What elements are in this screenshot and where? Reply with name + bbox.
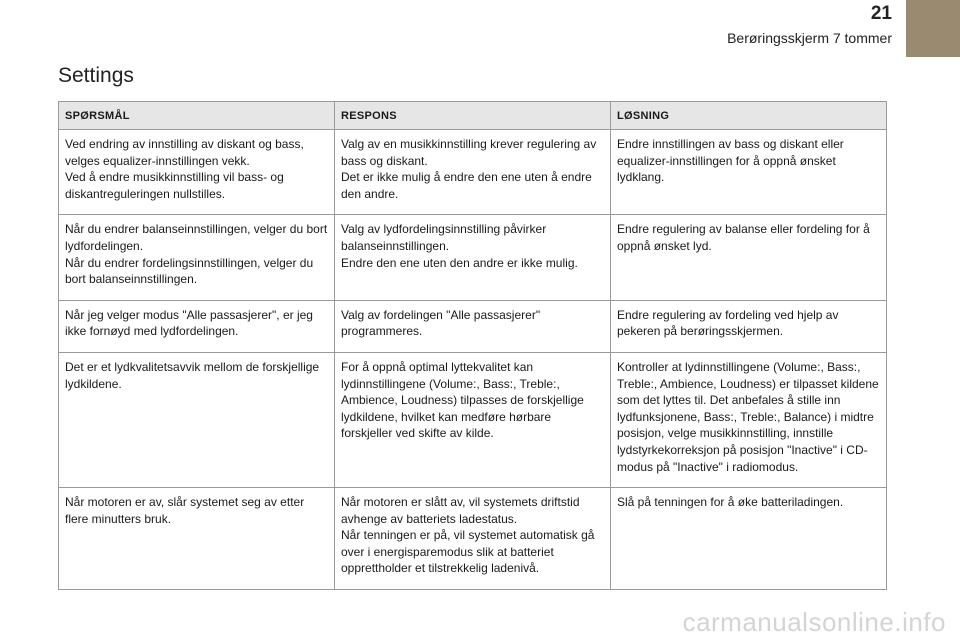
table-header-row (59, 102, 887, 130)
page-number: 21 (870, 3, 892, 24)
cell-question: Ved endring av innstilling av diskant og bass, velges equalizer-innstillingen vekk. Ved å endre musikkinnstilling vil bass- og diskantreguleringen nullstilles. (59, 130, 335, 215)
cell-response: Valg av lydfordelingsinnstilling påvirker balanseinnstillingen. Endre den ene uten den andre er ikke mulig. (335, 215, 611, 300)
cell-response: Når motoren er slått av, vil systemets driftstid avhenge av batteriets ladestatus. Når tenningen er på, vil systemet automatisk gå over i energisparemodus slik at batteriet opprettholder et tilstrekkelig ladenivå. (335, 488, 611, 590)
watermark: carmanualsonline.info (682, 607, 946, 637)
cell-response: For å oppnå optimal lyttekvalitet kan lydinnstillingene (Volume:, Bass:, Treble:, Ambience, Loudness) tilpasses de forskjellige lydkildene, hvilket kan medføre hørbare forskjeller ved skifte av kilde. (335, 352, 611, 487)
cell-solution: Endre innstillingen av bass og diskant eller equalizer-innstillingen for å oppnå ønsket lydklang. (611, 130, 887, 215)
cell-solution: Slå på tenningen for å øke batteriladingen. (611, 488, 887, 590)
cell-response: Valg av en musikkinnstilling krever regulering av bass og diskant. Det er ikke mulig å endre den ene uten å endre den andre. (335, 130, 611, 215)
cell-question: Når motoren er av, slår systemet seg av etter flere minutters bruk. (59, 488, 335, 590)
table-row (59, 352, 887, 487)
chapter-tab (906, 0, 960, 57)
header-solution: LØSNING (611, 102, 887, 130)
table-row (59, 300, 887, 352)
table-row (59, 130, 887, 215)
faq-table (58, 101, 887, 590)
table-row (59, 488, 887, 590)
chapter-title: Berøringsskjerm 7 tommer (727, 30, 892, 46)
cell-question: Når jeg velger modus "Alle passasjerer", er jeg ikke fornøyd med lydfordelingen. (59, 300, 335, 352)
cell-response: Valg av fordelingen "Alle passasjerer" programmeres. (335, 300, 611, 352)
cell-question: Når du endrer balanseinnstillingen, velger du bort lydfordelingen. Når du endrer fordelingsinnstillingen, velger du bort balanseinnstillingen. (59, 215, 335, 300)
table-row (59, 215, 887, 300)
cell-solution: Kontroller at lydinnstillingene (Volume:, Bass:, Treble:, Ambience, Loudness) er tilpasset kildene som det lyttes til. Det anbefales å stille inn lydfunksjonene, Bass:, Treble:, Balance) i midtre posisjon, velge musikkinnstilling, innstille lydstyrkekorreksjon på posisjon "Inactive" i CD-modus på "Inactive" i radiomodus. (611, 352, 887, 487)
header-response: RESPONS (335, 102, 611, 130)
header-question: SPØRSMÅL (59, 102, 335, 130)
page-title: Settings (58, 64, 134, 87)
cell-question: Det er et lydkvalitetsavvik mellom de forskjellige lydkildene. (59, 352, 335, 487)
cell-solution: Endre regulering av fordeling ved hjelp av pekeren på berøringsskjermen. (611, 300, 887, 352)
cell-solution: Endre regulering av balanse eller fordeling for å oppnå ønsket lyd. (611, 215, 887, 300)
